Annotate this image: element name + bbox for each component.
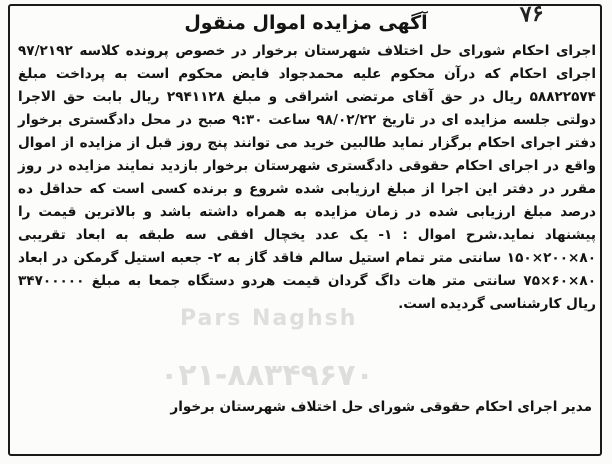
notice-signature: مدیر اجرای احکام حقوقی شورای حل اختلاف شهرستان برخوار	[170, 399, 592, 415]
notice-body-text: اجرای احکام شورای حل اختلاف شهرستان برخوار در خصوص پرونده کلاسه ۹۷/۲۱۹۲ اجرای احکام که درآن محکوم علیه محمدجواد فایض محکوم است به پرداخت مبلغ ۵۸۸۲۲۵۷۴ ریال در حق آقای مرتضی اشراقی و مبلغ ۲۹۴۱۱۲۸ ریال بابت حق الاجرا دولتی جلسه مزایده ای در تاریخ ۹۸/۰۲/۲۲ ساعت ۹:۳۰ صبح در محل دادگستری برخوار دفتر اجرای احکام برگزار نماید طالبین خرید می توانند پنج روز قبل از مزایده از اموال واقع در اجرای احکام حقوقی دادگستری شهرستان برخوار بازدید نمایند مزایده در روز مقرر در دفتر این اجرا از مبلغ ارزیابی شده شروع و برنده کسی است که حداقل ده درصد مبلغ ارزیابی شده در زمان مزایده به همراه داشته باشد و بالاترین قیمت را پیشنهاد نماید.شرح اموال : ۱- یک عدد یخچال افقی سه طبقه به ابعاد تقریبی ۸۰×۲۰۰×۱۵۰ سانتی متر تمام استیل سالم فاقد گاز به ۲- جعبه استیل گرمکن در ابعاد ۸۰×۶۰×۷۵ سانتی متر هات داگ گردان قیمت هردو دستگاه جمعا به مبلغ ۳۴۷۰۰۰۰۰ ریال کارشناسی گردیده است.	[18, 43, 596, 312]
notice-title: آگهی مزایده اموال منقول	[184, 12, 428, 34]
watermark-text: Pars Naghsh	[180, 306, 358, 331]
notice-body	[18, 40, 596, 316]
handwritten-mark: ۷۶	[519, 0, 545, 28]
watermark-phone: ۰۲۱-۸۸۳۴۹۶۷۰	[160, 358, 374, 393]
